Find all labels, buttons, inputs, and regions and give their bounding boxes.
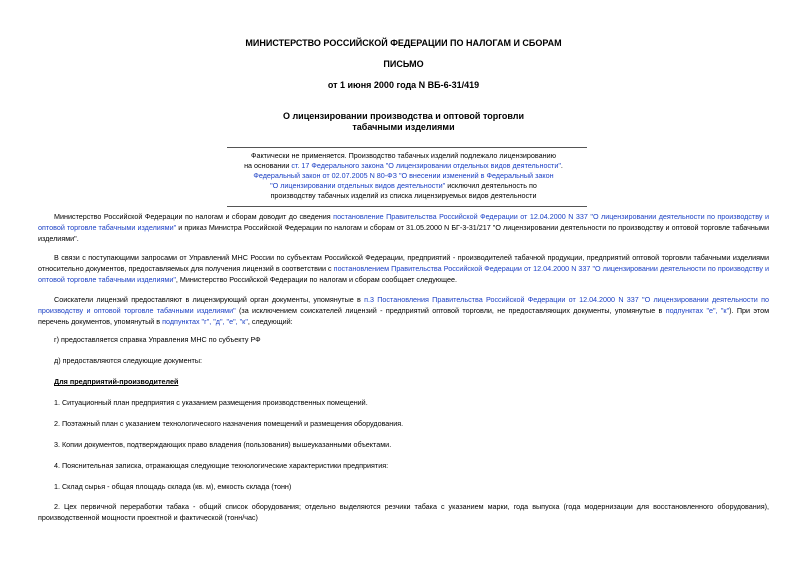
note-line-4 (0, 181, 807, 191)
note-law-link[interactable]: ст. 17 Федерального закона "О лицензировании отдельных видов деятельности" (291, 161, 561, 170)
list-item-3: 3. Копии документов, подтверждающих право владения (пользования) вышеуказанными объектами. (54, 440, 392, 449)
note-bottom-rule (227, 206, 587, 207)
paragraph-text: ). При этом перечень документов, упомянутый в (38, 306, 770, 326)
ministry-heading: МИНИСТЕРСТВО РОССИЙСКОЙ ФЕДЕРАЦИИ ПО НАЛОГАМ И СБОРАМ (245, 38, 562, 48)
paragraph-text: В связи с поступающими запросами от Управлений МНС России по субъектам Российской Федерации, предприятий - производителей табачной продукции, предприятий оптовой торговли табачными изделиями относительно документов, предоставляемых для получения лицензий в соответствии с (38, 253, 769, 273)
paragraph-3 (38, 294, 769, 327)
note-amend-law-link[interactable]: Федеральный закон от 02.07.2005 N 80-ФЗ "О внесении изменений в Федеральный закон (253, 171, 554, 180)
paragraph-text: Соискатели лицензий предоставляют в лицензирующий орган документы, упомянутые в (54, 295, 365, 304)
producers-heading: Для предприятий-производителей (54, 377, 179, 386)
resolution-337-p3-link[interactable]: п.3 Постановления Правительства Российской Федерации от 12.04.2000 N 337 "О лицензировании деятельности по производству и оптовой торговле табачными изделиями" (38, 295, 769, 315)
note-text: . (560, 161, 563, 170)
item-g: г) предоставляется справка Управления МНС по субъекту РФ (54, 335, 261, 344)
doc-type-heading: ПИСЬМО (383, 59, 424, 69)
note-line-2 (0, 161, 807, 171)
doc-title-line2: табачными изделиями (352, 122, 455, 132)
note-text: исключил деятельность по (445, 181, 537, 190)
paragraph-text: и приказ Министра Российской Федерации по налогам и сборам от 31.05.2000 N БГ-3-31/217 "О лицензировании деятельности по производству и оптовой торговле табачными изделиями". (38, 223, 769, 243)
resolution-337-link[interactable]: постановление Правительства Российской Федерации от 12.04.2000 N 337 "О лицензировании деятельности по производству и оптовой торговле табачными изделиями" (38, 212, 770, 232)
date-number-heading: от 1 июня 2000 года N ВБ-6-31/419 (327, 80, 480, 90)
list-item-4: 4. Пояснительная записка, отражающая следующие технологические характеристики предприятия: (54, 461, 389, 470)
paragraph-text: , Министерство Российской Федерации по налогам и сборам сообщает следующее. (175, 275, 458, 284)
note-text: на основании (244, 161, 292, 170)
subparagraphs-gdek-link[interactable]: подпунктах "г", "д", "е", "к" (162, 317, 248, 326)
note-line-3 (0, 171, 807, 181)
paragraph-text: (за исключением соискателей лицензий - предприятий оптовой торговли, не предоставляющих документы, упомянутые в (235, 306, 666, 315)
note-line-5: производству табачных изделий из списка лицензируемых видов деятельности (270, 191, 537, 200)
doc-title-line1: О лицензировании производства и оптовой торговли (282, 111, 525, 121)
subparagraphs-ek-link[interactable]: подпунктах "е", "к" (665, 306, 730, 315)
resolution-337-link[interactable]: постановлением Правительства Российской Федерации от 12.04.2000 N 337 "О лицензировании деятельности по производству и оптовой торговле табачными изделиями" (38, 264, 769, 284)
list-item-1: 1. Ситуационный план предприятия с указанием размещения производственных помещений. (54, 398, 368, 407)
note-top-rule (227, 147, 587, 148)
paragraph-text: , следующий: (247, 317, 293, 326)
note-amend-law-link-cont[interactable]: "О лицензировании отдельных видов деятельности" (270, 181, 446, 190)
paragraph-2 (38, 252, 769, 285)
sub-item-1: 1. Склад сырья - общая площадь склада (кв. м), емкость склада (тонн) (54, 482, 292, 491)
sub-item-2: 2. Цех первичной переработки табака - общий список оборудования; отдельно выделяются резчики табака с указанием марки, года выпуска (года модернизации для восстановленного оборудования), производственной мощности проектной и фактической (тонн/час) (38, 502, 769, 522)
item-d: д) предоставляются следующие документы: (54, 356, 202, 365)
note-line-1: Фактически не применяется. Производство табачных изделий подлежало лицензированию (251, 151, 556, 160)
paragraph-1 (38, 211, 769, 244)
list-item-2: 2. Поэтажный план с указанием технологического назначения помещений и размещения оборудования. (54, 419, 404, 428)
paragraph-text: Министерство Российской Федерации по налогам и сборам доводит до сведения (54, 212, 334, 221)
